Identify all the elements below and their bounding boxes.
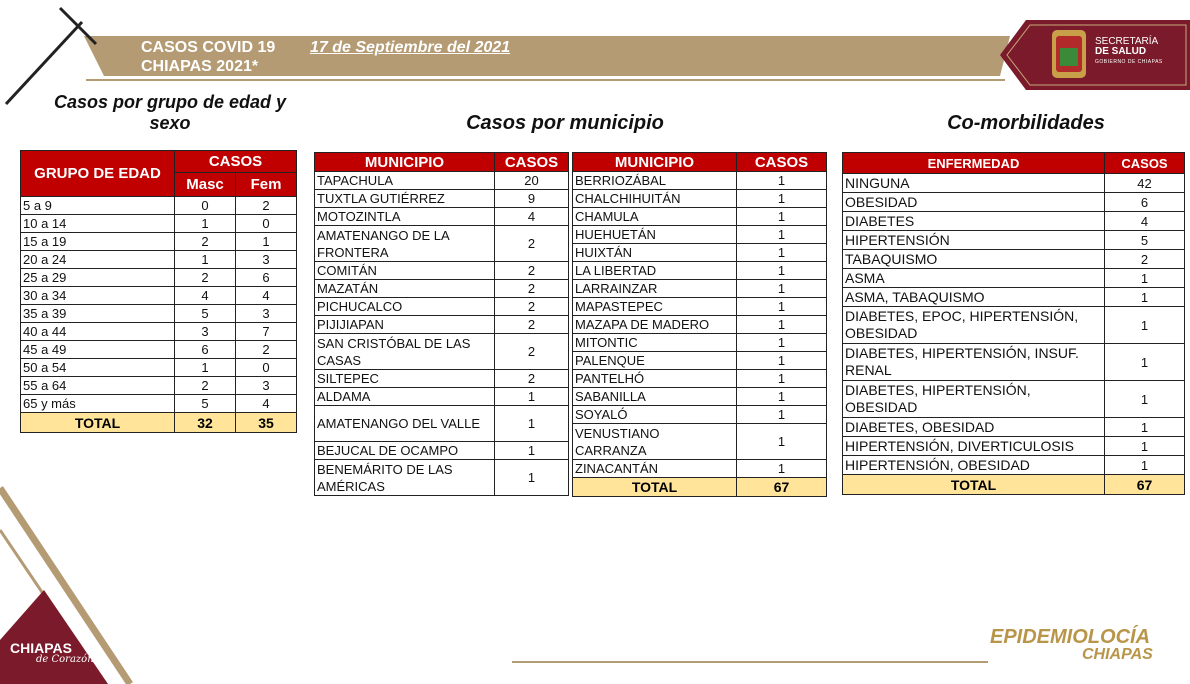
comorb-total-label: TOTAL bbox=[843, 475, 1105, 495]
municipio-name-cell: VENUSTIANO CARRANZA bbox=[573, 424, 737, 460]
secretaria-line-3: GOBIERNO DE CHIAPAS bbox=[1095, 59, 1163, 65]
municipio-total-label: TOTAL bbox=[573, 478, 737, 497]
table-row bbox=[21, 251, 297, 269]
masc-cell: 6 bbox=[175, 341, 236, 359]
age-group-cell: 55 a 64 bbox=[21, 377, 175, 395]
table-row bbox=[21, 233, 297, 251]
age-group-cell: 30 a 34 bbox=[21, 287, 175, 305]
age-group-cell: 5 a 9 bbox=[21, 197, 175, 215]
masc-cell: 0 bbox=[175, 197, 236, 215]
col-header-enfermedad: ENFERMEDAD bbox=[843, 153, 1105, 174]
comorb-heading: Co-morbilidades bbox=[947, 112, 1105, 134]
table-row bbox=[573, 172, 827, 190]
masc-cell: 2 bbox=[175, 269, 236, 287]
age-group-cell: 25 a 29 bbox=[21, 269, 175, 287]
disease-cases-cell: 6 bbox=[1105, 193, 1185, 212]
disease-name-cell: DIABETES, HIPERTENSIÓN, OBESIDAD bbox=[843, 381, 1105, 418]
municipio-cases-cell: 2 bbox=[495, 226, 569, 262]
table-row bbox=[21, 377, 297, 395]
col-header-cases: CASOS bbox=[175, 151, 297, 173]
col-header-casos: CASOS bbox=[737, 153, 827, 172]
disease-cases-cell: 4 bbox=[1105, 212, 1185, 231]
chiapas-logo-text: CHIAPAS bbox=[10, 640, 72, 656]
table-row bbox=[573, 298, 827, 316]
fem-cell: 0 bbox=[236, 359, 297, 377]
table-row bbox=[21, 287, 297, 305]
table-row bbox=[573, 388, 827, 406]
municipio-cases-cell: 1 bbox=[737, 424, 827, 460]
table-row bbox=[573, 262, 827, 280]
table-row bbox=[315, 442, 569, 460]
col-header-municipio: MUNICIPIO bbox=[315, 153, 495, 172]
municipio-name-cell: LA LIBERTAD bbox=[573, 262, 737, 280]
table-row bbox=[843, 174, 1185, 193]
municipio-name-cell: BEJUCAL DE OCAMPO bbox=[315, 442, 495, 460]
municipio-name-cell: MAZAPA DE MADERO bbox=[573, 316, 737, 334]
masc-cell: 3 bbox=[175, 323, 236, 341]
disease-name-cell: NINGUNA bbox=[843, 174, 1105, 193]
fem-cell: 3 bbox=[236, 305, 297, 323]
municipio-name-cell: COMITÁN bbox=[315, 262, 495, 280]
table-row bbox=[315, 190, 569, 208]
masc-cell: 2 bbox=[175, 377, 236, 395]
col-header-masc: Masc bbox=[175, 173, 236, 197]
disease-name-cell: ASMA, TABAQUISMO bbox=[843, 288, 1105, 307]
municipio-total-row bbox=[573, 478, 827, 497]
disease-name-cell: DIABETES bbox=[843, 212, 1105, 231]
municipio-cases-cell: 1 bbox=[495, 442, 569, 460]
age-group-cell: 45 a 49 bbox=[21, 341, 175, 359]
header-line-1: CASOS COVID 19 bbox=[141, 39, 276, 56]
municipio-name-cell: MAPASTEPEC bbox=[573, 298, 737, 316]
col-header-group: GRUPO DE EDAD bbox=[21, 151, 175, 197]
municipio-name-cell: ALDAMA bbox=[315, 388, 495, 406]
municipio-cases-cell: 2 bbox=[495, 334, 569, 370]
table-row bbox=[315, 172, 569, 190]
municipio-name-cell: SAN CRISTÓBAL DE LAS CASAS bbox=[315, 334, 495, 370]
disease-cases-cell: 1 bbox=[1105, 381, 1185, 418]
comorb-total-row bbox=[843, 475, 1185, 495]
municipio-name-cell: MAZATÁN bbox=[315, 280, 495, 298]
municipio-cases-cell: 1 bbox=[737, 226, 827, 244]
masc-cell: 5 bbox=[175, 305, 236, 323]
disease-cases-cell: 1 bbox=[1105, 418, 1185, 437]
age-group-cell: 35 a 39 bbox=[21, 305, 175, 323]
age-total-masc: 32 bbox=[175, 413, 236, 433]
table-row bbox=[573, 226, 827, 244]
table-row bbox=[843, 288, 1185, 307]
age-group-table bbox=[20, 150, 297, 433]
municipio-name-cell: PALENQUE bbox=[573, 352, 737, 370]
table-row bbox=[573, 424, 827, 460]
municipio-cases-cell: 1 bbox=[737, 334, 827, 352]
fem-cell: 2 bbox=[236, 341, 297, 359]
municipio-table-left bbox=[314, 152, 569, 496]
col-header-casos: CASOS bbox=[495, 153, 569, 172]
municipio-cases-cell: 1 bbox=[737, 316, 827, 334]
disease-name-cell: DIABETES, OBESIDAD bbox=[843, 418, 1105, 437]
fem-cell: 6 bbox=[236, 269, 297, 287]
municipio-name-cell: PICHUCALCO bbox=[315, 298, 495, 316]
municipio-cases-cell: 1 bbox=[737, 370, 827, 388]
municipio-cases-cell: 1 bbox=[495, 406, 569, 442]
municipio-cases-cell: 2 bbox=[495, 316, 569, 334]
table-row bbox=[21, 341, 297, 359]
table-row bbox=[843, 231, 1185, 250]
col-header-fem: Fem bbox=[236, 173, 297, 197]
age-group-cell: 50 a 54 bbox=[21, 359, 175, 377]
municipio-cases-cell: 20 bbox=[495, 172, 569, 190]
fem-cell: 3 bbox=[236, 251, 297, 269]
table-row bbox=[573, 334, 827, 352]
age-group-cell: 20 a 24 bbox=[21, 251, 175, 269]
municipio-cases-cell: 1 bbox=[737, 208, 827, 226]
secretaria-salud-text bbox=[1095, 37, 1163, 67]
table-row bbox=[843, 344, 1185, 381]
table-row bbox=[315, 406, 569, 442]
table-row bbox=[843, 381, 1185, 418]
municipio-cases-cell: 4 bbox=[495, 208, 569, 226]
fem-cell: 4 bbox=[236, 287, 297, 305]
table-row bbox=[843, 250, 1185, 269]
disease-name-cell: DIABETES, HIPERTENSIÓN, INSUF. RENAL bbox=[843, 344, 1105, 381]
table-row bbox=[573, 370, 827, 388]
table-row bbox=[843, 269, 1185, 288]
municipio-cases-cell: 2 bbox=[495, 370, 569, 388]
table-row bbox=[315, 370, 569, 388]
table-row bbox=[573, 406, 827, 424]
secretaria-line-2: DE SALUD bbox=[1095, 46, 1147, 57]
disease-name-cell: TABAQUISMO bbox=[843, 250, 1105, 269]
municipio-name-cell: TUXTLA GUTIÉRREZ bbox=[315, 190, 495, 208]
age-group-cell: 65 y más bbox=[21, 395, 175, 413]
disease-cases-cell: 42 bbox=[1105, 174, 1185, 193]
masc-cell: 1 bbox=[175, 215, 236, 233]
municipio-name-cell: HUEHUETÁN bbox=[573, 226, 737, 244]
municipio-name-cell: CHAMULA bbox=[573, 208, 737, 226]
age-total-fem: 35 bbox=[236, 413, 297, 433]
table-row bbox=[573, 316, 827, 334]
table-row bbox=[315, 298, 569, 316]
table-row bbox=[21, 359, 297, 377]
disease-name-cell: HIPERTENSIÓN, DIVERTICULOSIS bbox=[843, 437, 1105, 456]
municipio-cases-cell: 2 bbox=[495, 298, 569, 316]
secretaria-line-1: SECRETARÍA bbox=[1095, 36, 1159, 47]
table-row bbox=[573, 190, 827, 208]
municipio-table-right bbox=[572, 152, 827, 497]
col-header-municipio: MUNICIPIO bbox=[573, 153, 737, 172]
municipio-cases-cell: 1 bbox=[737, 298, 827, 316]
col-header-casos: CASOS bbox=[1105, 153, 1185, 174]
comorbidities-table bbox=[842, 152, 1185, 495]
fem-cell: 7 bbox=[236, 323, 297, 341]
municipio-cases-cell: 1 bbox=[495, 460, 569, 496]
municipio-cases-cell: 1 bbox=[737, 406, 827, 424]
table-row bbox=[315, 460, 569, 496]
municipio-name-cell: CHALCHIHUITÁN bbox=[573, 190, 737, 208]
table-row bbox=[21, 305, 297, 323]
municipio-name-cell: TAPACHULA bbox=[315, 172, 495, 190]
header-line-2: CHIAPAS 2021* bbox=[141, 58, 259, 75]
municipio-heading: Casos por municipio bbox=[466, 112, 664, 134]
municipio-left-body bbox=[315, 172, 569, 496]
table-row bbox=[315, 316, 569, 334]
fem-cell: 0 bbox=[236, 215, 297, 233]
table-row bbox=[315, 334, 569, 370]
table-row bbox=[843, 418, 1185, 437]
municipio-name-cell: ZINACANTÁN bbox=[573, 460, 737, 478]
chiapas-logo-subtext: de Corazón bbox=[36, 654, 94, 665]
age-table-body bbox=[21, 197, 297, 413]
disease-cases-cell: 1 bbox=[1105, 437, 1185, 456]
masc-cell: 1 bbox=[175, 359, 236, 377]
municipio-cases-cell: 1 bbox=[737, 190, 827, 208]
disease-cases-cell: 1 bbox=[1105, 344, 1185, 381]
table-row bbox=[315, 208, 569, 226]
municipio-cases-cell: 9 bbox=[495, 190, 569, 208]
fem-cell: 4 bbox=[236, 395, 297, 413]
municipio-name-cell: SABANILLA bbox=[573, 388, 737, 406]
municipio-cases-cell: 1 bbox=[495, 388, 569, 406]
disease-cases-cell: 1 bbox=[1105, 269, 1185, 288]
disease-name-cell: OBESIDAD bbox=[843, 193, 1105, 212]
table-row bbox=[843, 212, 1185, 231]
municipio-cases-cell: 1 bbox=[737, 280, 827, 298]
age-total-row bbox=[21, 413, 297, 433]
table-row bbox=[573, 244, 827, 262]
masc-cell: 2 bbox=[175, 233, 236, 251]
municipio-total-value: 67 bbox=[737, 478, 827, 497]
municipio-right-body bbox=[573, 172, 827, 478]
header-title bbox=[141, 38, 275, 76]
table-row bbox=[315, 388, 569, 406]
municipio-cases-cell: 1 bbox=[737, 388, 827, 406]
municipio-name-cell: SOYALÓ bbox=[573, 406, 737, 424]
header-date: 17 de Septiembre del 2021 bbox=[310, 39, 511, 56]
disease-cases-cell: 5 bbox=[1105, 231, 1185, 250]
epidemiologia-logo-line-1: EPIDEMIOLOCÍA bbox=[990, 626, 1151, 648]
disease-cases-cell: 1 bbox=[1105, 456, 1185, 475]
table-row bbox=[315, 280, 569, 298]
disease-cases-cell: 1 bbox=[1105, 288, 1185, 307]
municipio-name-cell: MOTOZINTLA bbox=[315, 208, 495, 226]
municipio-name-cell: MITONTIC bbox=[573, 334, 737, 352]
fem-cell: 2 bbox=[236, 197, 297, 215]
municipio-cases-cell: 1 bbox=[737, 460, 827, 478]
age-group-cell: 10 a 14 bbox=[21, 215, 175, 233]
municipio-name-cell: BENEMÁRITO DE LAS AMÉRICAS bbox=[315, 460, 495, 496]
age-heading: Casos por grupo de edad y sexo bbox=[53, 92, 287, 133]
fem-cell: 1 bbox=[236, 233, 297, 251]
municipio-cases-cell: 1 bbox=[737, 262, 827, 280]
epidemiologia-logo-line-2: CHIAPAS bbox=[1082, 646, 1153, 663]
municipio-name-cell: PANTELHÓ bbox=[573, 370, 737, 388]
municipio-name-cell: BERRIOZÁBAL bbox=[573, 172, 737, 190]
masc-cell: 5 bbox=[175, 395, 236, 413]
table-row bbox=[573, 280, 827, 298]
municipio-name-cell: LARRAINZAR bbox=[573, 280, 737, 298]
table-row bbox=[573, 352, 827, 370]
table-row bbox=[843, 193, 1185, 212]
table-row bbox=[21, 269, 297, 287]
municipio-name-cell: PIJIJIAPAN bbox=[315, 316, 495, 334]
municipio-cases-cell: 1 bbox=[737, 244, 827, 262]
municipio-cases-cell: 1 bbox=[737, 172, 827, 190]
municipio-name-cell: AMATENANGO DEL VALLE bbox=[315, 406, 495, 442]
age-group-cell: 40 a 44 bbox=[21, 323, 175, 341]
municipio-cases-cell: 2 bbox=[495, 262, 569, 280]
table-row bbox=[573, 208, 827, 226]
municipio-name-cell: AMATENANGO DE LA FRONTERA bbox=[315, 226, 495, 262]
disease-name-cell: ASMA bbox=[843, 269, 1105, 288]
table-row bbox=[21, 215, 297, 233]
table-row bbox=[843, 456, 1185, 475]
municipio-name-cell: HUIXTÁN bbox=[573, 244, 737, 262]
age-group-cell: 15 a 19 bbox=[21, 233, 175, 251]
table-row bbox=[573, 460, 827, 478]
disease-cases-cell: 1 bbox=[1105, 307, 1185, 344]
comorb-total-value: 67 bbox=[1105, 475, 1185, 495]
masc-cell: 4 bbox=[175, 287, 236, 305]
table-row bbox=[843, 307, 1185, 344]
table-row bbox=[843, 437, 1185, 456]
masc-cell: 1 bbox=[175, 251, 236, 269]
disease-name-cell: HIPERTENSIÓN bbox=[843, 231, 1105, 250]
disease-name-cell: DIABETES, EPOC, HIPERTENSIÓN, OBESIDAD bbox=[843, 307, 1105, 344]
table-row bbox=[21, 323, 297, 341]
municipio-cases-cell: 2 bbox=[495, 280, 569, 298]
disease-cases-cell: 2 bbox=[1105, 250, 1185, 269]
municipio-cases-cell: 1 bbox=[737, 352, 827, 370]
table-row bbox=[315, 226, 569, 262]
table-row bbox=[315, 262, 569, 280]
comorbidities-body bbox=[843, 174, 1185, 475]
fem-cell: 3 bbox=[236, 377, 297, 395]
municipio-name-cell: SILTEPEC bbox=[315, 370, 495, 388]
disease-name-cell: HIPERTENSIÓN, OBESIDAD bbox=[843, 456, 1105, 475]
table-row bbox=[21, 197, 297, 215]
age-total-label: TOTAL bbox=[21, 413, 175, 433]
table-row bbox=[21, 395, 297, 413]
